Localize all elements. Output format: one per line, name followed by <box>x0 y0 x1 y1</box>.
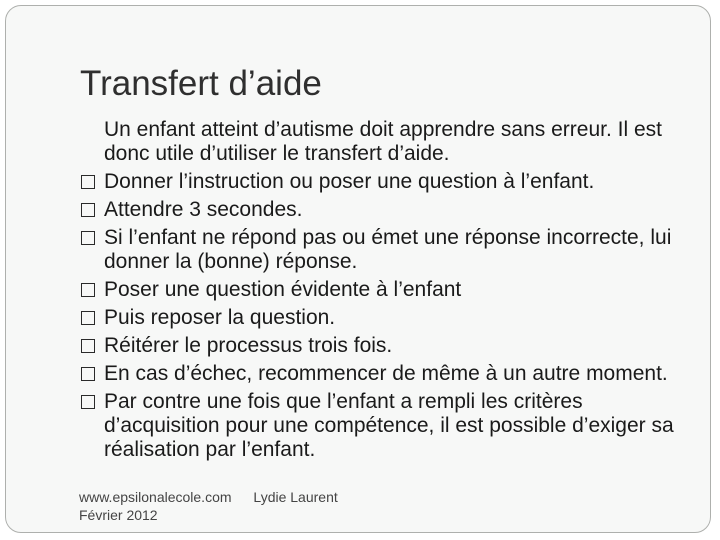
list-item <box>78 362 698 386</box>
square-bullet-icon <box>81 339 95 353</box>
list-item-text: Puis reposer la question. <box>104 306 336 329</box>
list-item-text: Attendre 3 secondes. <box>104 198 303 221</box>
list-item-text: Réitérer le processus trois fois. <box>104 334 393 357</box>
list-item-text: Si l’enfant ne répond pas ou émet une réponse incorrecte, lui donner la (bonne) réponse. <box>104 226 672 273</box>
list-item <box>78 170 698 194</box>
slide-body <box>78 118 698 466</box>
list-item <box>78 390 698 462</box>
square-bullet-icon <box>81 283 95 297</box>
list-item <box>78 306 698 330</box>
slide-frame <box>5 5 711 533</box>
footer-date: Février 2012 <box>79 507 158 523</box>
list-item-text: En cas d’échec, recommencer de même à un autre moment. <box>104 362 668 385</box>
footer-website: www.epsilonalecole.com <box>79 489 232 505</box>
square-bullet-icon <box>81 395 95 409</box>
square-bullet-icon <box>81 311 95 325</box>
list-item <box>78 278 698 302</box>
list-item-text: Par contre une fois que l’enfant a rempli les critères d’acquisition pour une compétence, il est possible d’exiger sa réalisation par l’enfant. <box>104 390 674 461</box>
square-bullet-icon <box>81 175 95 189</box>
footer-author: Lydie Laurent <box>253 489 338 505</box>
list-item-text: Donner l’instruction ou poser une question à l’enfant. <box>104 170 595 193</box>
square-bullet-icon <box>81 367 95 381</box>
square-bullet-icon <box>81 203 95 217</box>
square-bullet-icon <box>81 231 95 245</box>
slide-footer <box>79 488 338 524</box>
slide-title: Transfert d’aide <box>80 64 322 103</box>
list-item <box>78 198 698 222</box>
list-item <box>78 334 698 358</box>
list-item-text: Poser une question évidente à l’enfant <box>104 278 462 301</box>
list-item <box>78 226 698 274</box>
intro-paragraph: Un enfant atteint d’autisme doit apprendre sans erreur. Il est donc utile d’utiliser le transfert d’aide. <box>104 118 662 165</box>
